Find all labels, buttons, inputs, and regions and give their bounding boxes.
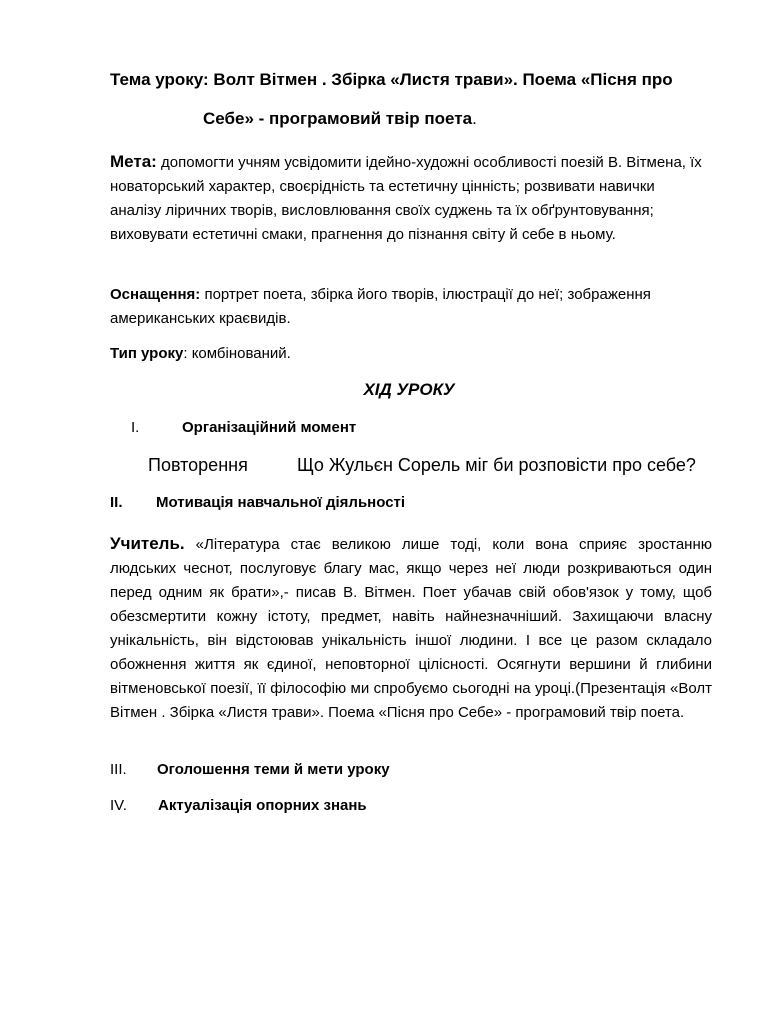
section-4-number: IV. xyxy=(110,797,127,814)
equipment-label: Оснащення: xyxy=(110,286,201,303)
teacher-label: Учитель. xyxy=(110,534,185,553)
teacher-paragraph xyxy=(110,532,712,725)
lesson-title-period: . xyxy=(472,109,477,128)
section-3-number: III. xyxy=(110,761,127,778)
section-2-number: II. xyxy=(110,494,123,511)
repeat-question: Що Жульєн Сорель міг би розповісти про себе? xyxy=(297,455,696,475)
lesson-type-paragraph xyxy=(110,342,710,366)
repeat-label: Повторення xyxy=(148,455,248,475)
lesson-title-line1: Тема уроку: Волт Вітмен . Збірка «Листя трави». Поема «Пісня про xyxy=(110,70,673,89)
goal-paragraph xyxy=(110,150,710,247)
lesson-progress-heading: ХІД УРОКУ xyxy=(363,380,455,399)
section-1-title: Організаційний момент xyxy=(182,419,357,436)
section-3-title: Оголошення теми й мети уроку xyxy=(157,761,390,778)
goal-label: Мета: xyxy=(110,152,157,171)
goal-text: допомогти учням усвідомити ідейно-художні особливості поезій В. Вітмена, їх новаторський характер, своєрідність та естетичну цінність; розвивати навички аналізу ліричних творів, висловлювання своїх суджень та їх обґрунтовування; виховувати естетичні смаки, прагнення до пізнання світу й себе в ньому. xyxy=(110,154,702,243)
teacher-text: «Література стає великою лише тоді, коли вона сприяє зростанню людських чеснот, послуговує благу мас, якщо через неї люди розкриваються один перед одним як брати»,- писав В. Вітмен. Поет убачав свій обов'язок у тому, щоб обезсмертити кожну істоту, предмет, навіть найнезначніший. Захищаючи власну унікальність, він відстоював унікальність іншої людини. І все це разом складало обожнення життя як єдиної, неповторної цілісності. Осягнути вершини й глибини вітменовської поезії, її філософію ми спробуємо сьогодні на уроці.(Презентація «Волт Вітмен . Збірка «Листя трави». Поема «Пісня про Себе» - програмовий твір поета. xyxy=(110,536,712,721)
lesson-type-label: Тип уроку xyxy=(110,345,184,362)
section-1-number: I. xyxy=(131,419,140,436)
lesson-title-line2 xyxy=(203,109,477,129)
equipment-text: портрет поета, збірка його творів, ілюстрації до неї; зображення американських краєвидів. xyxy=(110,286,651,327)
equipment-paragraph xyxy=(110,283,710,331)
section-2-title: Мотивація навчальної діяльності xyxy=(156,494,406,511)
section-4-title: Актуалізація опорних знань xyxy=(158,797,367,814)
lesson-title-line2-text: Себе» - програмовий твір поета xyxy=(203,109,473,128)
lesson-type-text: : комбінований. xyxy=(183,345,291,362)
